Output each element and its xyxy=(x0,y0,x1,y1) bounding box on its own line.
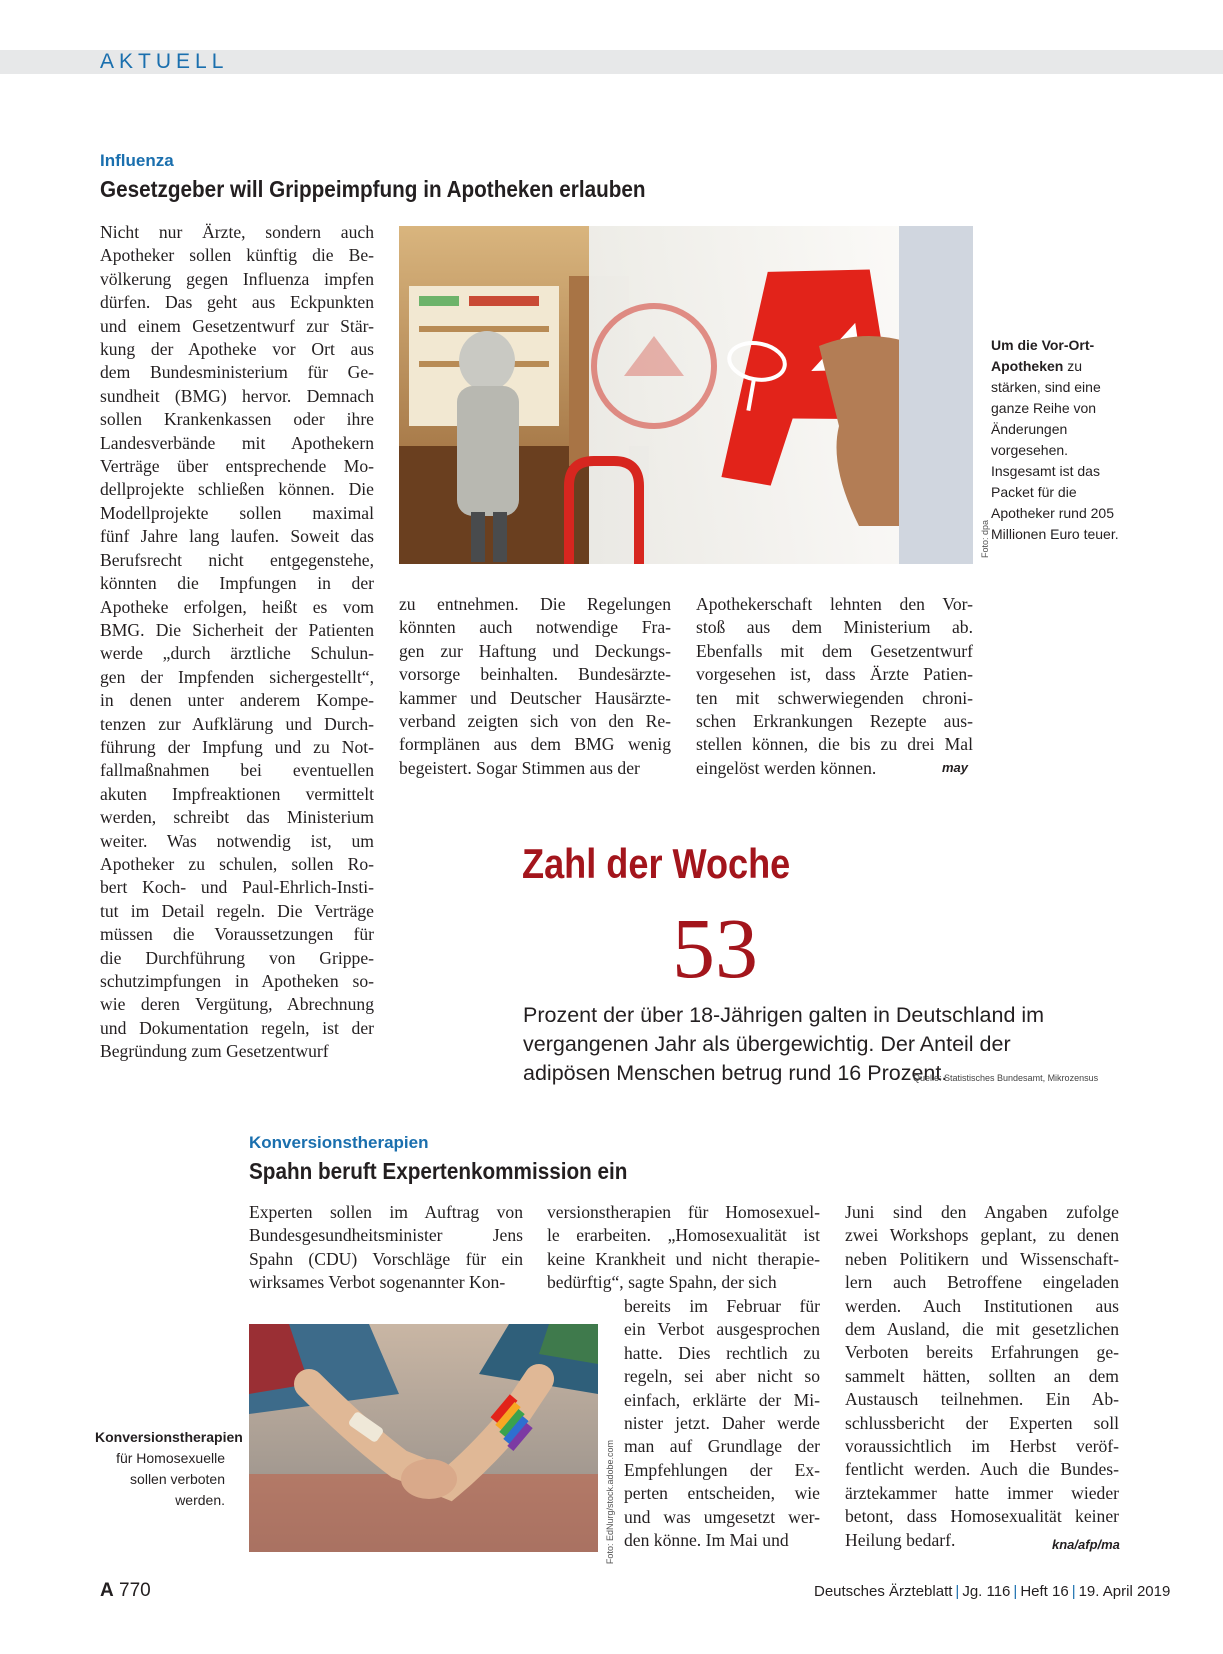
text-line: fallmaßnahmen bei eventuellen xyxy=(100,760,374,781)
text-line: Begründung zum Gesetzentwurf xyxy=(100,1041,329,1062)
journal-name: Deutsches Ärzteblatt xyxy=(814,1583,953,1600)
hands-photo-credit: Foto: EdNurg/stock.adobe.com xyxy=(605,1440,615,1565)
text-line: dellprojekte schließen können. Die xyxy=(100,479,374,500)
text-line: lern auch Betroffene eingeladen xyxy=(845,1272,1119,1293)
zdw-number: 53 xyxy=(672,900,758,996)
text-line: gen der Impfenden sichergestellt“, xyxy=(100,666,374,687)
text-line: keine Krankheit und nicht therapie- xyxy=(547,1248,820,1269)
text-line: begeistert. Sogar Stimmen aus der xyxy=(399,757,640,778)
text-line: regeln, sei aber nicht so xyxy=(624,1366,820,1387)
journal-date: 19. April 2019 xyxy=(1078,1583,1171,1600)
text-line: vorgesehen ist, dass Ärzte Patien- xyxy=(696,664,973,685)
text-line: werde „durch ärztliche Schulun- xyxy=(100,643,374,664)
text-line: betont, dass Homosexualität keiner xyxy=(845,1506,1119,1527)
caption-bold: Konversionstherapien xyxy=(95,1429,243,1445)
article2-kicker: Konversionstherapien xyxy=(249,1133,429,1152)
text-line: nister jetzt. Daher werde xyxy=(624,1413,820,1434)
text-line: müssen die Voraussetzungen für xyxy=(100,924,374,945)
text-line: Verboten bereits Erfahrungen ge- xyxy=(845,1342,1119,1363)
text-line: bert Koch- und Paul-Ehrlich-Insti- xyxy=(100,877,374,898)
caption-text: für Homosexuelle sollen verboten werden. xyxy=(116,1450,225,1508)
text-line: sollen Krankenkassen oder ihre xyxy=(100,409,374,430)
text-line: sammelt hätten, sollten an dem xyxy=(845,1365,1119,1386)
text-line: den könne. Im Mai und xyxy=(624,1530,789,1551)
article1-column-3 xyxy=(696,593,973,780)
text-line: versionstherapien für Homosexuel- xyxy=(547,1202,820,1222)
text-line: dürfen. Das geht aus Eckpunkten xyxy=(100,292,374,313)
text-line: sundheit (BMG) hervor. Demnach xyxy=(100,385,374,406)
article2-column-2-top xyxy=(547,1201,820,1295)
text-line: völkerung gegen Influenza impfen xyxy=(100,268,374,289)
article1-kicker: Influenza xyxy=(100,151,174,170)
text-line: wie deren Vergütung, Abrechnung xyxy=(100,994,374,1015)
article2-column-3 xyxy=(845,1201,1119,1552)
text-line: dem Ausland, die mit gesetzlichen xyxy=(845,1319,1119,1340)
text-line: und einem Gesetzentwurf zur Stär- xyxy=(100,315,374,336)
text-line: Bundesgesundheitsminister Jens xyxy=(249,1225,523,1246)
text-line: schutzimpfungen in Apotheken so- xyxy=(100,971,374,991)
hands-illustration xyxy=(249,1324,598,1552)
text-line: könnten die Impfungen in der xyxy=(100,573,374,594)
text-line: ärztekammer hatte immer wieder xyxy=(845,1482,1119,1503)
text-line: die Durchführung von Grippe- xyxy=(100,947,374,968)
text-line: weiter. Was notwendig ist, um xyxy=(100,830,374,851)
text-line: könnten auch notwendige Fra- xyxy=(399,617,671,638)
text-line: Apothekerschaft lehnten den Vor- xyxy=(696,594,973,614)
text-line: fentlicht werden. Auch die Bundes- xyxy=(845,1459,1119,1480)
page-number-value: 770 xyxy=(119,1580,151,1601)
article1-signature: may xyxy=(942,760,969,775)
journal-issue: Heft 16 xyxy=(1020,1583,1069,1600)
text-line: eingelöst werden können. xyxy=(696,757,877,778)
text-line: in denen unter anderem Kompe- xyxy=(100,690,374,711)
pharmacy-photo-caption xyxy=(991,335,1121,545)
text-line: formplänen aus dem BMG wenig xyxy=(399,734,671,755)
section-label: AKTUELL xyxy=(100,50,229,73)
article1-headline: Gesetzgeber will Grippeimpfung in Apotheken erlauben xyxy=(100,176,646,202)
article2-column-2-bottom xyxy=(624,1295,820,1552)
text-line: Austausch teilnehmen. Ein Ab- xyxy=(845,1389,1119,1410)
journal-footer: Deutsches Ärzteblatt | Jg. 116 | Heft 16 | 19. April 2019 xyxy=(814,1583,1171,1600)
text-line: dem Bundesministerium für Ge- xyxy=(100,362,374,383)
text-line: führung der Impfung und zu Not- xyxy=(100,736,374,757)
text-line: Empfehlungen der Ex- xyxy=(624,1459,820,1480)
hands-photo xyxy=(249,1324,598,1552)
text-line: Heilung bedarf. xyxy=(845,1529,956,1550)
text-line: und Dokumentation regeln, ist der xyxy=(100,1017,374,1038)
text-line: perten entscheiden, wie xyxy=(624,1483,820,1504)
caption-bold: Um die Vor-Ort-Apotheken xyxy=(991,337,1095,374)
text-line: Modellprojekte sollen maximal xyxy=(100,502,374,523)
text-line: zwei Workshops geplant, zu denen xyxy=(845,1225,1119,1246)
text-line: schen Erkrankungen Rezepte aus- xyxy=(696,711,973,732)
text-line: Landesverbände mit Apothekern xyxy=(100,432,374,453)
zdw-text: Prozent der über 18-Jährigen galten in Deutschland im vergangenen Jahr als übergewichtig. Der Anteil der adipösen Menschen betrug rund 16 Prozent. xyxy=(523,1003,1045,1085)
zdw-title: Zahl der Woche xyxy=(522,840,791,887)
text-line: kammer und Deutscher Hausärzte- xyxy=(399,687,671,708)
zdw-source: Quelle: Statistisches Bundesamt, Mikrozensus xyxy=(913,1073,1099,1083)
text-line: BMG. Die Sicherheit der Patienten xyxy=(100,619,374,640)
text-line: Juni sind den Angaben zufolge xyxy=(845,1202,1119,1222)
text-line: tut im Detail regeln. Die Verträge xyxy=(100,900,374,921)
text-line: gen zur Haftung und Deckungs- xyxy=(399,640,671,661)
page-number xyxy=(100,1580,151,1602)
caption-text: zu stärken, sind eine ganze Reihe von Änderungen vorgesehen. Insgesamt ist das Packet für die Apotheker rund 205 Millionen Euro teuer. xyxy=(991,358,1119,542)
text-line: Nicht nur Ärzte, sondern auch xyxy=(100,222,374,242)
text-line: Apotheke erfolgen, heißt es vom xyxy=(100,596,374,617)
pharmacy-illustration xyxy=(399,226,973,564)
article1-column-1 xyxy=(100,221,374,1064)
text-line: hatte. Dies rechtlich zu xyxy=(624,1342,820,1363)
text-line: le erarbeiten. „Homosexualität ist xyxy=(547,1225,820,1246)
text-line: Spahn (CDU) Vorschläge für ein xyxy=(249,1248,523,1269)
text-line: werden, schreibt das Ministerium xyxy=(100,807,374,828)
text-line: Experten sollen im Auftrag von xyxy=(249,1202,523,1222)
text-line: und was umgesetzt wer- xyxy=(624,1506,820,1527)
text-line: Ebenfalls mit dem Gesetzentwurf xyxy=(696,640,973,661)
text-line: akuten Impfreaktionen vermittelt xyxy=(100,783,374,804)
text-line: Apotheker sollen künftig die Be- xyxy=(100,245,374,266)
text-line: bereits im Februar für xyxy=(624,1296,820,1316)
text-line: verband zeigten sich von den Re- xyxy=(399,711,671,732)
text-line: man auf Grundlage der xyxy=(624,1436,820,1457)
text-line: Verträge über entsprechende Mo- xyxy=(100,456,374,477)
text-line: schlussbericht der Experten soll xyxy=(845,1412,1119,1433)
article2-headline: Spahn beruft Expertenkommission ein xyxy=(249,1158,628,1184)
text-line: Berufsrecht nicht entgegenstehe, xyxy=(100,549,374,570)
text-line: werden. Auch Institutionen aus xyxy=(845,1295,1119,1316)
pharmacy-photo xyxy=(399,226,973,564)
article1-column-2 xyxy=(399,593,671,780)
pharmacy-photo-credit: Foto: dpa xyxy=(980,520,990,559)
text-line: stellen können, die bis zu drei Mal xyxy=(696,734,973,755)
article2-column-1 xyxy=(249,1201,523,1295)
journal-volume: Jg. 116 xyxy=(962,1583,1011,1600)
text-line: ten mit schwerwiegenden chroni- xyxy=(696,687,973,708)
text-line: wirksames Verbot sogenannter Kon- xyxy=(249,1272,506,1293)
text-line: bedürftig“, sagte Spahn, der sich xyxy=(547,1272,777,1293)
text-line: zu entnehmen. Die Regelungen xyxy=(399,594,671,614)
text-line: fünf Jahre lang laufen. Soweit das xyxy=(100,526,374,547)
article2-signature: kna/afp/ma xyxy=(1052,1537,1120,1552)
hands-photo-caption xyxy=(95,1427,243,1511)
page-prefix: A xyxy=(100,1580,114,1601)
text-line: vorsorge beinhalten. Bundesärzte- xyxy=(399,664,671,685)
text-line: stoß aus dem Ministerium ab. xyxy=(696,617,973,638)
text-line: ein Verbot ausgesprochen xyxy=(624,1319,820,1340)
text-line: neben Politikern und Wissenschaft- xyxy=(845,1248,1119,1269)
text-line: kung der Apotheke vor Ort aus xyxy=(100,339,374,360)
text-line: Apotheker zu schulen, sollen Ro- xyxy=(100,853,374,874)
text-line: voraussichtlich im Herbst veröf- xyxy=(845,1436,1119,1457)
text-line: tenzen zur Aufklärung und Durch- xyxy=(100,713,374,734)
text-line: einfach, erklärte der Mi- xyxy=(624,1389,820,1410)
